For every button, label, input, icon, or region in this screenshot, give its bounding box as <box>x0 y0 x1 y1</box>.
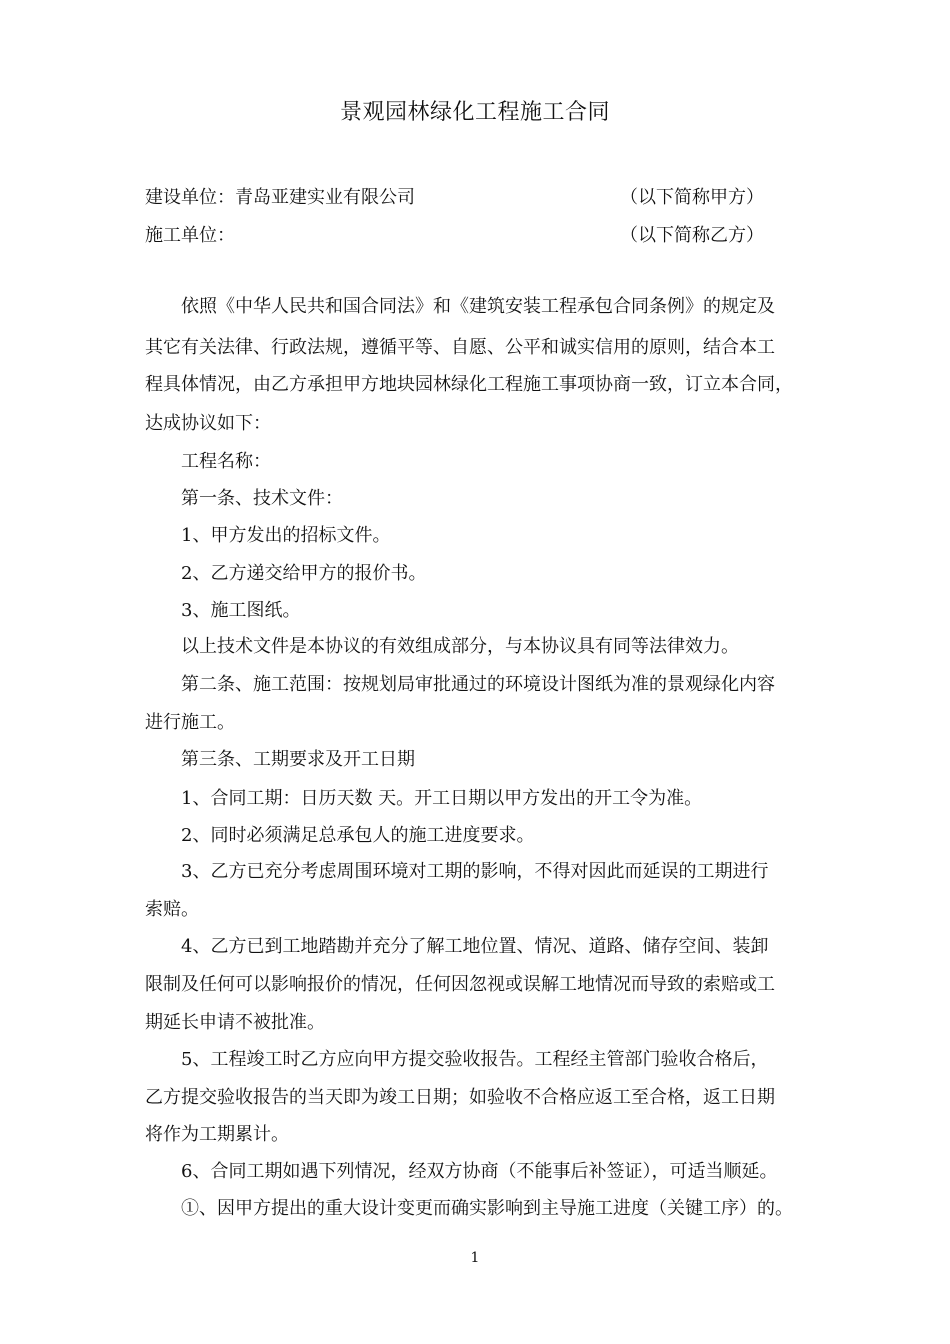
paragraph-line: 达成协议如下： <box>145 413 271 434</box>
party-b-note: （以下简称乙方） <box>620 225 764 246</box>
party-a-note: （以下简称甲方） <box>620 187 764 208</box>
list-item: 1、合同工期：日历天数 天。开工日期以甲方发出的开工令为准。 <box>181 788 703 809</box>
build-unit-line: 建设单位：青岛亚建实业有限公司 <box>145 187 415 208</box>
paragraph-line: 进行施工。 <box>145 712 235 733</box>
page-number: 1 <box>470 1250 480 1266</box>
list-item: 3、乙方已充分考虑周围环境对工期的影响，不得对因此而延误的工期进行 <box>181 861 769 882</box>
section-heading: 第三条、工期要求及开工日期 <box>181 749 415 770</box>
paragraph-line: 依照《中华人民共和国合同法》和《建筑安装工程承包合同条例》的规定及 <box>181 296 775 317</box>
section-heading: 第二条、施工范围：按规划局审批通过的环境设计图纸为准的景观绿化内容 <box>181 674 775 695</box>
paragraph-line: 程具体情况，由乙方承担甲方地块园林绿化工程施工事项协商一致，订立本合同， <box>145 374 793 395</box>
project-name-line: 工程名称： <box>181 451 271 472</box>
paragraph-line: 索赔。 <box>145 899 199 920</box>
list-item: 2、同时必须满足总承包人的施工进度要求。 <box>181 825 535 846</box>
list-item: 6、合同工期如遇下列情况，经双方协商（不能事后补签证），可适当顺延。 <box>181 1161 778 1182</box>
paragraph-line: 以上技术文件是本协议的有效组成部分，与本协议具有同等法律效力。 <box>181 636 739 657</box>
paragraph-line: 将作为工期累计。 <box>145 1124 289 1145</box>
list-item: 1、甲方发出的招标文件。 <box>181 525 391 546</box>
list-item: 3、施工图纸。 <box>181 600 301 621</box>
list-item: 5、工程竣工时乙方应向甲方提交验收报告。工程经主管部门验收合格后， <box>181 1049 769 1070</box>
section-heading: 第一条、技术文件： <box>181 488 343 509</box>
paragraph-line: 其它有关法律、行政法规，遵循平等、自愿、公平和诚实信用的原则，结合本工 <box>145 337 775 358</box>
list-item: 4、乙方已到工地踏勘并充分了解工地位置、情况、道路、储存空间、装卸 <box>181 936 769 957</box>
paragraph-line: 限制及任何可以影响报价的情况，任何因忽视或误解工地情况而导致的索赔或工 <box>145 974 775 995</box>
list-item: 2、乙方递交给甲方的报价书。 <box>181 563 427 584</box>
construction-unit-line: 施工单位： <box>145 225 235 246</box>
list-item: ①、因甲方提出的重大设计变更而确实影响到主导施工进度（关键工序）的。 <box>181 1198 793 1219</box>
paragraph-line: 期延长申请不被批准。 <box>145 1012 325 1033</box>
paragraph-line: 乙方提交验收报告的当天即为竣工日期；如验收不合格应返工至合格，返工日期 <box>145 1087 775 1108</box>
page-title: 景观园林绿化工程施工合同 <box>339 100 610 125</box>
